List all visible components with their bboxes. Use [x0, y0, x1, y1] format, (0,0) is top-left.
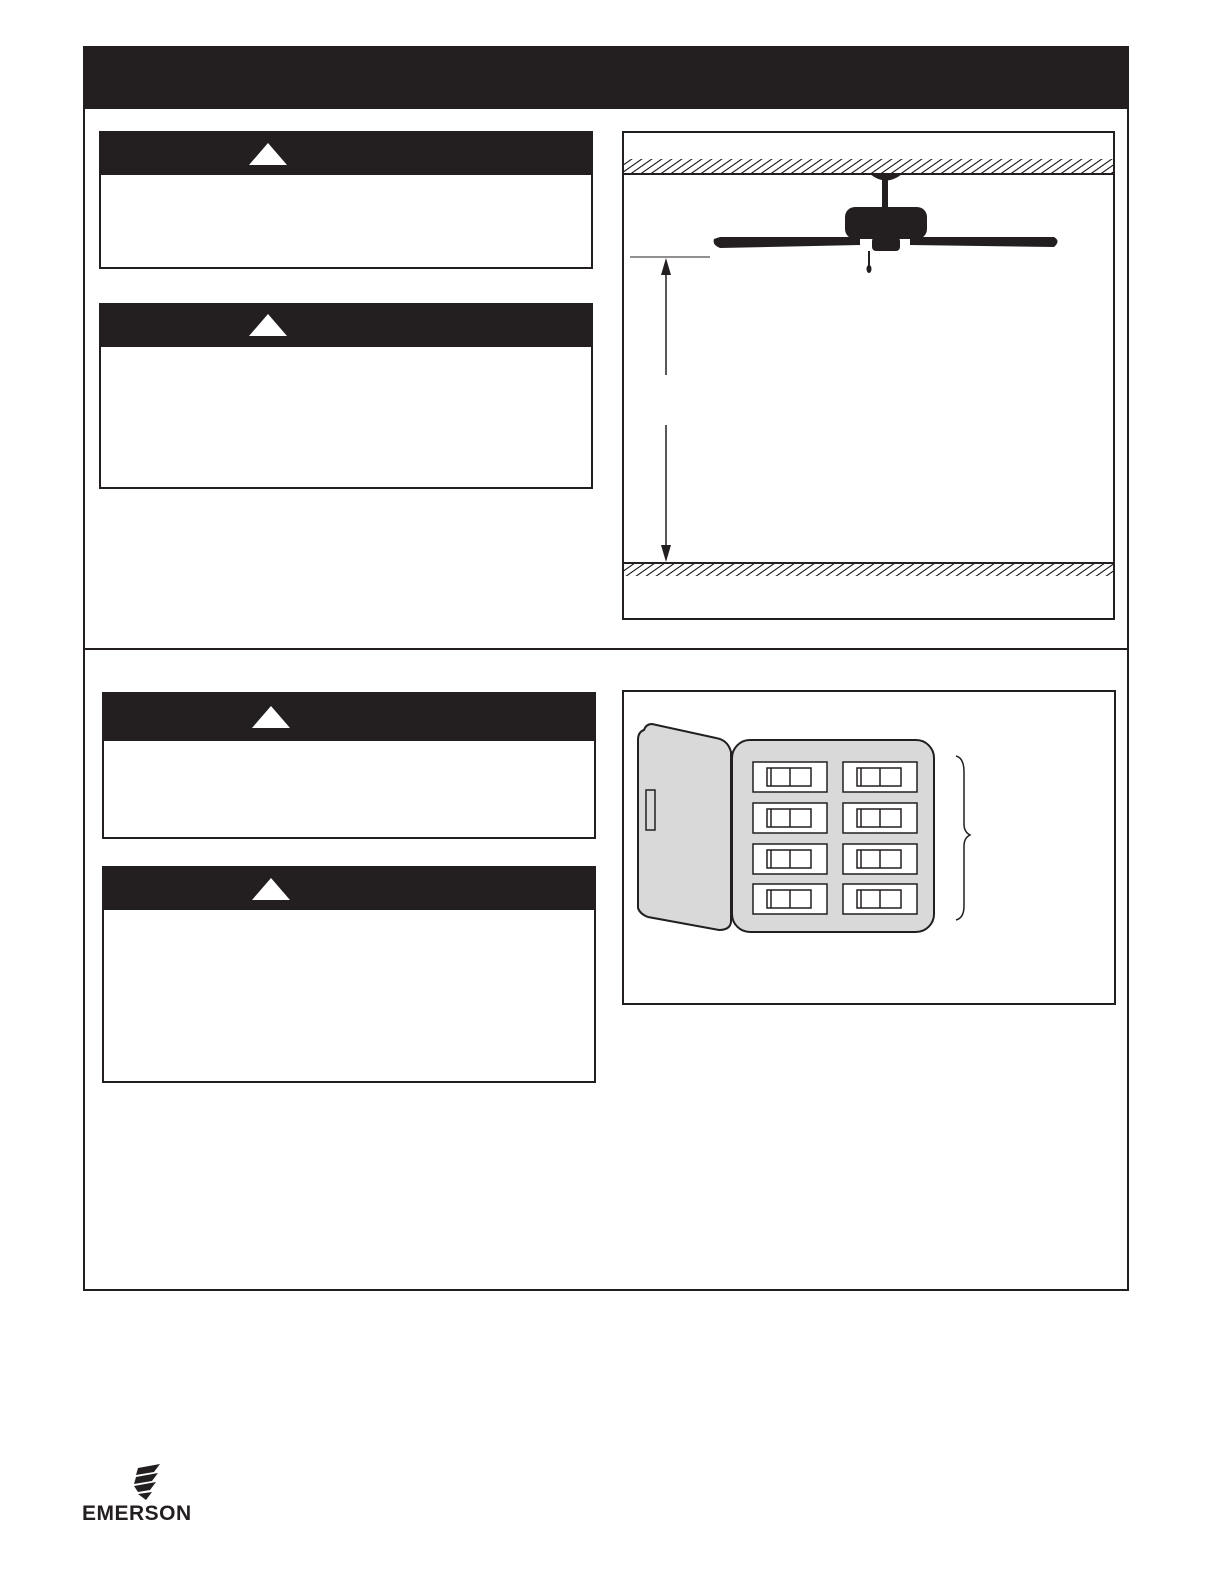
warning-triangle-icon — [249, 314, 287, 336]
warning-box-3 — [102, 692, 596, 839]
warning-box-1 — [99, 131, 593, 269]
floor-hatch — [624, 564, 1113, 576]
warning-box-1-header — [101, 133, 591, 175]
ceiling-hatch — [624, 159, 1113, 173]
page-header-bar — [85, 48, 1127, 109]
emerson-logo — [82, 1464, 222, 1524]
arrowhead-up — [661, 258, 671, 275]
warning-box-4 — [102, 866, 596, 1083]
breaker-brace — [956, 756, 970, 920]
warning-box-2 — [99, 303, 593, 489]
emerson-diamond-logo-icon — [130, 1464, 170, 1502]
panel-door — [638, 724, 731, 930]
instruction-page-frame — [83, 46, 1129, 1291]
warning-triangle-icon — [252, 706, 290, 728]
fan-body — [714, 174, 1058, 273]
brand-name: EMERSON — [82, 1502, 192, 1525]
warning-triangle-icon — [252, 878, 290, 900]
section-divider — [85, 648, 1127, 650]
circuit-breaker-panel-icon — [624, 692, 1118, 1007]
breaker-panel-figure — [622, 690, 1116, 1005]
warning-box-2-header — [101, 305, 591, 347]
warning-triangle-icon — [249, 143, 287, 165]
ceiling-fan-icon — [624, 133, 1117, 622]
fan-clearance-figure — [622, 131, 1115, 620]
arrowhead-down — [661, 545, 671, 562]
warning-box-3-header — [104, 694, 594, 741]
warning-box-4-header — [104, 868, 594, 910]
